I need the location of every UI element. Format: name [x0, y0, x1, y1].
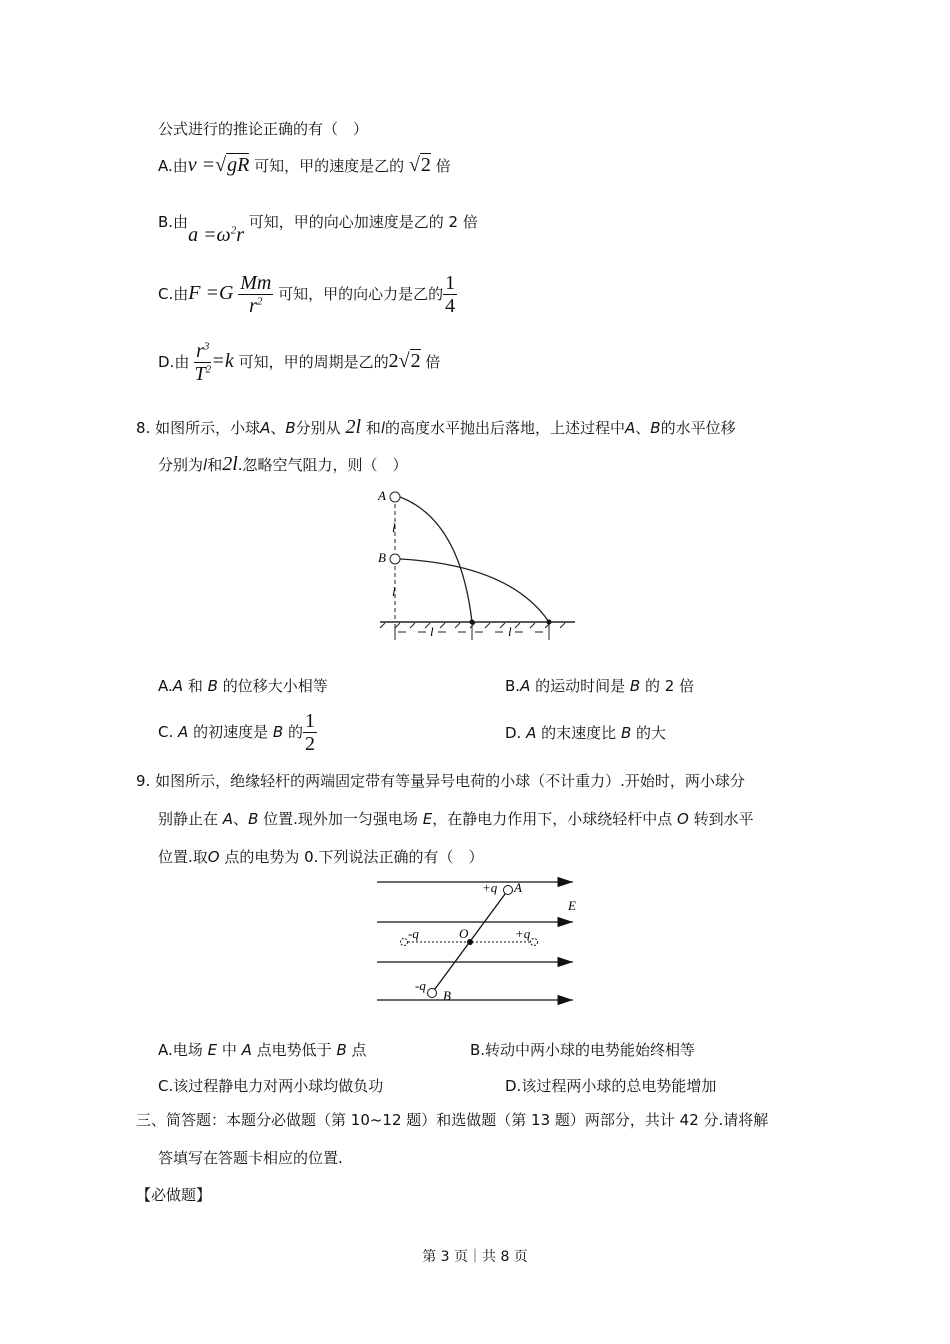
- q9-option-c: C.该过程静电力对两小球均做负功: [158, 1077, 384, 1095]
- q8-line2: 分别为l和2l.忽略空气阻力，则（ ）: [158, 453, 408, 475]
- label-b: B: [378, 550, 386, 565]
- label-l: l: [392, 584, 396, 599]
- label-plus-q: +q: [482, 880, 498, 895]
- q9-option-a: A.电场 E 中 A 点电势低于 B 点: [158, 1041, 367, 1059]
- label-a: A: [378, 488, 386, 503]
- label-l: l: [430, 624, 434, 639]
- label-e: E: [568, 898, 576, 913]
- q8-projectile-figure: [370, 480, 590, 645]
- label-l: l: [392, 520, 396, 535]
- label-o: O: [459, 926, 469, 941]
- label-b: B: [443, 988, 451, 1003]
- q7-stem: 公式进行的推论正确的有（ ）: [158, 120, 369, 138]
- q9-line1: 9. 如图所示，绝缘轻杆的两端固定带有等量异号电荷的小球（不计重力）.开始时，两小球分: [136, 772, 745, 790]
- q8-option-c: C. A 的初速度是 B 的 $\frac{1}{2}$: [158, 710, 315, 755]
- label-minus-q: -q: [415, 978, 426, 993]
- label-l: l: [508, 624, 512, 639]
- q9-field-figure: [370, 870, 590, 1010]
- q8-option-b: B.A 的运动时间是 B 的 2 倍: [505, 677, 695, 695]
- section3-line2: 答填写在答题卡相应的位置.: [158, 1149, 343, 1167]
- q7-option-b: B.由$a =\omega^2r$ 可知，甲的向心加速度是乙的 2 倍: [158, 213, 478, 246]
- q7-option-d: D.由 $\frac{r^3}{T^2}$ =k 可知，甲的周期是乙的2√2 倍: [158, 340, 441, 385]
- label-plus-q: +q: [515, 926, 531, 941]
- page-footer: 第 3 页｜共 8 页: [422, 1249, 528, 1265]
- q8-option-a: A.A 和 B 的位移大小相等: [158, 677, 328, 695]
- label-a: A: [514, 880, 522, 895]
- q9-option-b: B.转动中两小球的电势能始终相等: [470, 1041, 696, 1059]
- q8-option-d: D. A 的末速度比 B 的大: [505, 724, 667, 742]
- q9-option-d: D.该过程两小球的总电势能增加: [505, 1077, 717, 1095]
- section3-line1: 三、简答题：本题分必做题（第 10~12 题）和选做题（第 13 题）两部分，共计 42 分.请将解: [136, 1111, 769, 1129]
- required-heading: 【必做题】: [136, 1186, 212, 1204]
- q7-option-c: C.由F =G $\frac{Mm}{r^2}$ 可知，甲的向心力是乙的 $\frac{1}{4}$: [158, 272, 456, 317]
- q9-line2: 别静止在 A、B 位置.现外加一匀强电场 E，在静电力作用下，小球绕轻杆中点 O 转到水平: [158, 810, 754, 828]
- label-minus-q: -q: [408, 926, 419, 941]
- q9-line3: 位置.取O 点的电势为 0.下列说法正确的有（ ）: [158, 848, 484, 866]
- q8-line1: 8. 如图所示，小球A、B分别从 2l 和l的高度水平抛出后落地，上述过程中A、B的水平位移: [136, 416, 736, 438]
- q7-option-a: A.由v =√gR 可知，甲的速度是乙的 √2 倍: [158, 154, 451, 176]
